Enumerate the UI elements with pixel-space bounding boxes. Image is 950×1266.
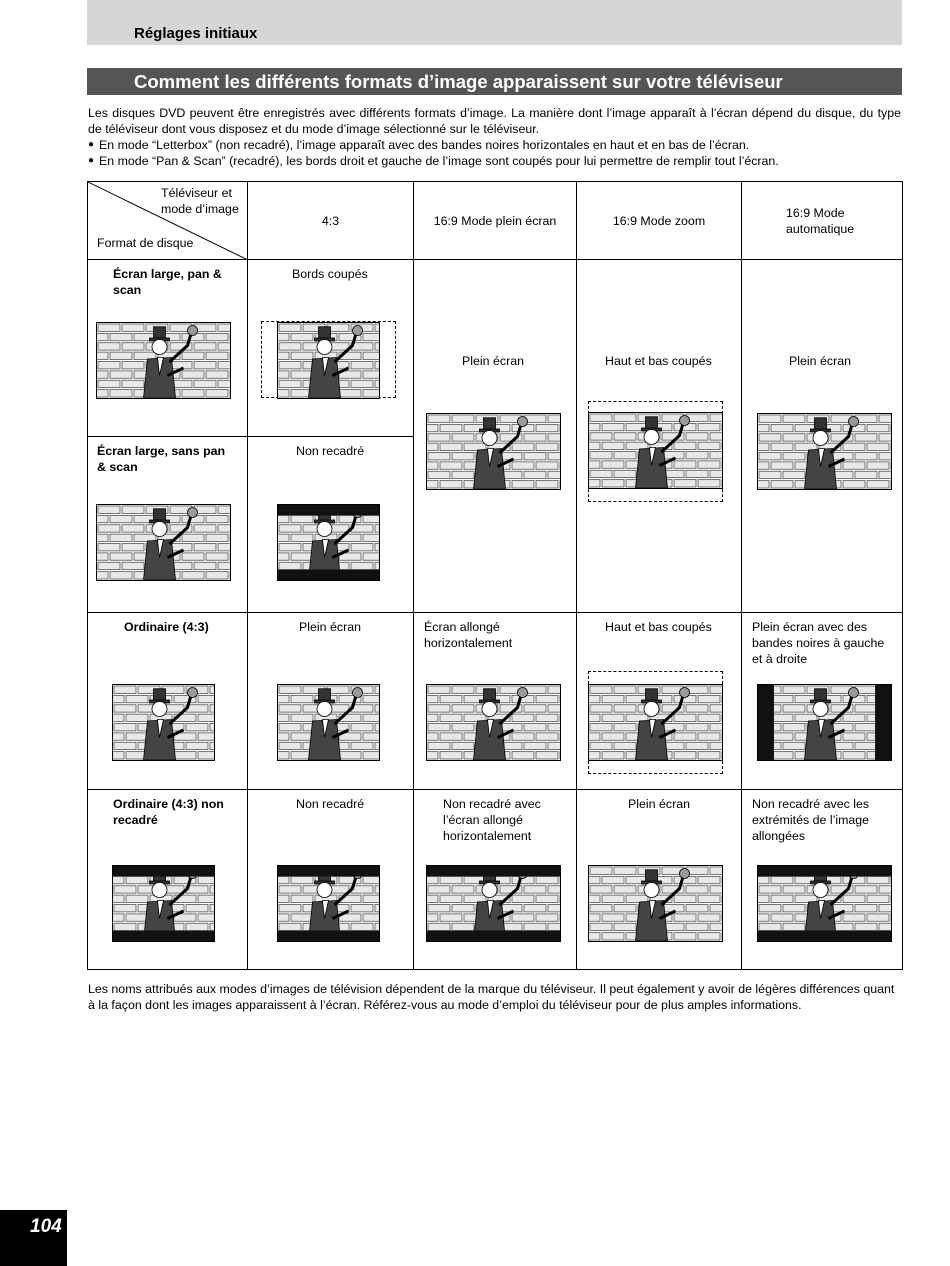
table-cell: Plein écran avec des bandes noires à gauche et à droite bbox=[742, 613, 903, 790]
table-cell: Plein écran bbox=[577, 790, 742, 970]
bullet-letterbox bbox=[88, 137, 901, 153]
footnote: Les noms attribués aux modes d’images de télévision dépendent de la marque du téléviseur. Il peut également y avoir de légères différences quant à la façon dont les images apparaissent à l’écran. Référez-vous au mode d’emploi du téléviseur pour de plus amples informations. bbox=[88, 982, 895, 1012]
page-title: Comment les différents formats d’image apparaissent sur votre téléviseur bbox=[87, 68, 902, 95]
table-cell: Non recadré bbox=[248, 437, 414, 613]
tv-image bbox=[96, 322, 231, 399]
table-cell: Plein écran bbox=[248, 613, 414, 790]
tv-scene-illustration bbox=[427, 414, 560, 489]
table-cell: Écran allongé horizontalement bbox=[414, 613, 577, 790]
tv-image bbox=[112, 684, 215, 761]
tv-scene-illustration bbox=[427, 685, 560, 760]
tv-scene-illustration bbox=[278, 866, 379, 941]
tv-image bbox=[588, 865, 723, 942]
tv-image bbox=[96, 504, 231, 581]
section-title: Réglages initiaux bbox=[134, 25, 258, 42]
row-label: Écran large, sans pan & scan bbox=[97, 444, 226, 474]
intro-paragraph: Les disques DVD peuvent être enregistrés avec différents formats d’image. La manière dont l’image apparaît à l’écran dépend du disque, du type de téléviseur dont vous disposez et du mode d’image sélectionné sur le téléviseur. bbox=[88, 106, 901, 136]
tv-scene-illustration bbox=[278, 323, 379, 398]
bullet-text: En mode “Letterbox” (non recadré), l’image apparaît avec des bandes noires horizontales en haut et en bas de l’écran. bbox=[99, 138, 750, 152]
bullet-pan-scan bbox=[88, 153, 901, 169]
row-label-cell bbox=[88, 613, 248, 790]
bullet-text: En mode “Pan & Scan” (recadré), les bords droit et gauche de l’image sont coupés pour lui permettre de remplir tout l’écran. bbox=[99, 154, 779, 168]
row-label: Ordinaire (4:3) non recadré bbox=[113, 797, 224, 827]
table-cell: Non recadré avec l’écran allongé horizontalement bbox=[414, 790, 577, 970]
column-header: 16:9 Mode automatique bbox=[742, 182, 903, 260]
tv-image bbox=[112, 865, 215, 942]
tv-scene-illustration bbox=[97, 505, 230, 580]
row-label-cell bbox=[88, 260, 248, 437]
intro-text bbox=[88, 105, 901, 169]
table-cell: Non recadré avec les extrémités de l’image allongées bbox=[742, 790, 903, 970]
row-label-cell bbox=[88, 437, 248, 613]
tv-scene-illustration bbox=[278, 505, 379, 580]
tv-scene-illustration bbox=[97, 323, 230, 398]
tv-scene-illustration bbox=[758, 866, 891, 941]
tv-mode-label: Téléviseur et mode d’image bbox=[161, 186, 239, 216]
row-label: Écran large, pan & scan bbox=[113, 267, 222, 297]
table-row bbox=[88, 790, 903, 970]
column-header: 16:9 Mode zoom bbox=[577, 182, 742, 260]
tv-scene-illustration bbox=[589, 413, 722, 488]
tv-image bbox=[277, 865, 380, 942]
column-header: 4:3 bbox=[248, 182, 414, 260]
table-cell: Non recadré bbox=[248, 790, 414, 970]
tv-scene-illustration bbox=[113, 866, 214, 941]
page-number: 104 bbox=[0, 1210, 67, 1266]
tv-scene-illustration bbox=[758, 414, 891, 489]
tv-image bbox=[588, 412, 723, 489]
table-cell: Haut et bas coupés bbox=[577, 260, 742, 613]
tv-scene-illustration bbox=[589, 866, 722, 941]
table-cell: Bords coupés bbox=[248, 260, 414, 437]
tv-image bbox=[426, 413, 561, 490]
table-cell: Haut et bas coupés bbox=[577, 613, 742, 790]
tv-image bbox=[426, 865, 561, 942]
table-row bbox=[88, 260, 903, 437]
row-label-cell bbox=[88, 790, 248, 970]
tv-image bbox=[277, 684, 380, 761]
tv-scene-illustration bbox=[427, 866, 560, 941]
tv-image bbox=[757, 684, 892, 761]
bullet-icon: ● bbox=[88, 139, 95, 150]
header-row bbox=[88, 182, 903, 260]
tv-scene-illustration bbox=[113, 685, 214, 760]
tv-image bbox=[426, 684, 561, 761]
table-cell: Plein écran bbox=[414, 260, 577, 613]
corner-cell bbox=[88, 182, 248, 260]
tv-scene-illustration bbox=[758, 685, 891, 760]
table-row bbox=[88, 613, 903, 790]
row-label: Ordinaire (4:3) bbox=[124, 620, 209, 634]
disc-format-label: Format de disque bbox=[97, 236, 194, 250]
tv-image bbox=[588, 684, 723, 761]
tv-image bbox=[277, 504, 380, 581]
bullet-icon: ● bbox=[88, 155, 95, 166]
tv-image bbox=[757, 865, 892, 942]
column-header: 16:9 Mode plein écran bbox=[414, 182, 577, 260]
tv-image bbox=[277, 322, 380, 399]
tv-scene-illustration bbox=[278, 685, 379, 760]
format-table bbox=[87, 181, 903, 970]
table-cell: Plein écran bbox=[742, 260, 903, 613]
tv-image bbox=[757, 413, 892, 490]
tv-scene-illustration bbox=[589, 685, 722, 760]
